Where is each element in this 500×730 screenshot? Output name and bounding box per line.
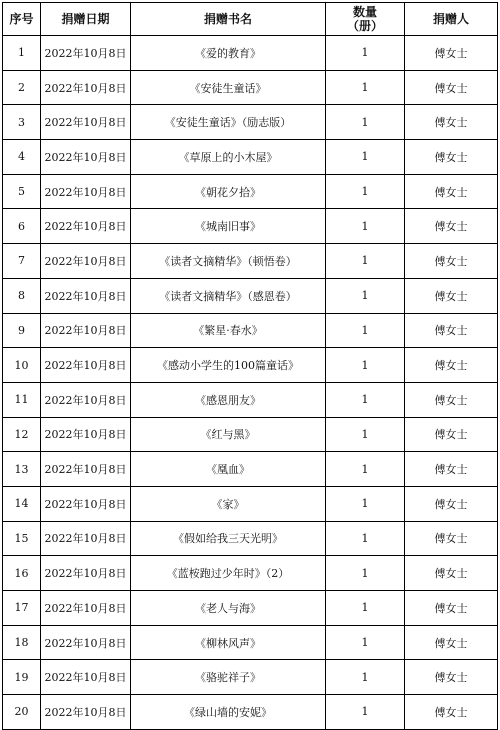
cell-quantity: 1: [326, 695, 405, 730]
table-row: [3, 452, 498, 487]
cell-donor: 傅女士: [405, 313, 498, 348]
header-quantity-label: 数量: [352, 5, 377, 19]
cell-index: 1: [3, 36, 41, 71]
table-row: [3, 382, 498, 417]
cell-date: 2022年10月8日: [41, 313, 131, 348]
cell-date: 2022年10月8日: [41, 70, 131, 105]
cell-index: 11: [3, 382, 41, 417]
cell-donor: 傅女士: [405, 660, 498, 695]
cell-title: 《骆驼祥子》: [131, 660, 326, 695]
cell-quantity: 1: [326, 486, 405, 521]
cell-quantity: 1: [326, 417, 405, 452]
cell-date: 2022年10月8日: [41, 556, 131, 591]
cell-quantity: 1: [326, 625, 405, 660]
cell-donor: 傅女士: [405, 591, 498, 626]
table-row: [3, 140, 498, 175]
cell-donor: 傅女士: [405, 105, 498, 140]
cell-date: 2022年10月8日: [41, 382, 131, 417]
cell-title: 《繁星·春水》: [131, 313, 326, 348]
cell-donor: 傅女士: [405, 348, 498, 383]
cell-quantity: 1: [326, 591, 405, 626]
cell-index: 12: [3, 417, 41, 452]
cell-title: 《感恩朋友》: [131, 382, 326, 417]
table-row: [3, 695, 498, 730]
table-row: [3, 105, 498, 140]
cell-quantity: 1: [326, 382, 405, 417]
cell-index: 19: [3, 660, 41, 695]
table-body: [3, 36, 498, 730]
cell-title: 《爱的教育》: [131, 36, 326, 71]
cell-index: 10: [3, 348, 41, 383]
table-row: [3, 313, 498, 348]
table-row: [3, 486, 498, 521]
cell-donor: 傅女士: [405, 278, 498, 313]
cell-index: 18: [3, 625, 41, 660]
header-quantity: [326, 3, 405, 36]
cell-date: 2022年10月8日: [41, 105, 131, 140]
cell-title: 《假如给我三天光明》: [131, 521, 326, 556]
header-row: [3, 3, 498, 36]
cell-quantity: 1: [326, 556, 405, 591]
cell-title: 《红与黑》: [131, 417, 326, 452]
cell-quantity: 1: [326, 70, 405, 105]
cell-date: 2022年10月8日: [41, 244, 131, 279]
cell-quantity: 1: [326, 313, 405, 348]
cell-date: 2022年10月8日: [41, 278, 131, 313]
cell-date: 2022年10月8日: [41, 417, 131, 452]
table-row: [3, 70, 498, 105]
cell-title: 《绿山墙的安妮》: [131, 695, 326, 730]
cell-title: 《朝花夕拾》: [131, 174, 326, 209]
cell-title: 《安徒生童话》: [131, 70, 326, 105]
cell-donor: 傅女士: [405, 695, 498, 730]
cell-title: 《感动小学生的100篇童话》: [131, 348, 326, 383]
cell-index: 6: [3, 209, 41, 244]
cell-date: 2022年10月8日: [41, 625, 131, 660]
cell-title: 《读者文摘精华》（顿悟卷）: [131, 244, 326, 279]
table-row: [3, 591, 498, 626]
cell-index: 13: [3, 452, 41, 487]
cell-donor: 傅女士: [405, 174, 498, 209]
cell-index: 16: [3, 556, 41, 591]
cell-date: 2022年10月8日: [41, 452, 131, 487]
cell-title: 《安徒生童话》（励志版）: [131, 105, 326, 140]
cell-date: 2022年10月8日: [41, 695, 131, 730]
cell-donor: 傅女士: [405, 70, 498, 105]
cell-quantity: 1: [326, 244, 405, 279]
cell-donor: 傅女士: [405, 556, 498, 591]
cell-donor: 傅女士: [405, 521, 498, 556]
cell-index: 7: [3, 244, 41, 279]
cell-date: 2022年10月8日: [41, 348, 131, 383]
cell-date: 2022年10月8日: [41, 174, 131, 209]
cell-title: 《老人与海》: [131, 591, 326, 626]
cell-donor: 傅女士: [405, 209, 498, 244]
cell-date: 2022年10月8日: [41, 209, 131, 244]
cell-index: 8: [3, 278, 41, 313]
table-row: [3, 417, 498, 452]
header-quantity-unit: （册）: [346, 19, 383, 33]
cell-index: 9: [3, 313, 41, 348]
cell-donor: 傅女士: [405, 244, 498, 279]
header-donor: 捐赠人: [405, 3, 498, 36]
table-row: [3, 174, 498, 209]
table-row: [3, 209, 498, 244]
donation-table: [2, 2, 498, 730]
cell-quantity: 1: [326, 278, 405, 313]
table-row: [3, 556, 498, 591]
cell-title: 《家》: [131, 486, 326, 521]
cell-quantity: 1: [326, 105, 405, 140]
cell-quantity: 1: [326, 660, 405, 695]
cell-donor: 傅女士: [405, 382, 498, 417]
cell-donor: 傅女士: [405, 36, 498, 71]
cell-index: 2: [3, 70, 41, 105]
table-row: [3, 660, 498, 695]
cell-donor: 傅女士: [405, 625, 498, 660]
cell-quantity: 1: [326, 521, 405, 556]
table-row: [3, 278, 498, 313]
cell-title: 《柳林风声》: [131, 625, 326, 660]
cell-quantity: 1: [326, 36, 405, 71]
cell-quantity: 1: [326, 452, 405, 487]
cell-index: 4: [3, 140, 41, 175]
cell-date: 2022年10月8日: [41, 140, 131, 175]
table-row: [3, 348, 498, 383]
table-row: [3, 244, 498, 279]
table-row: [3, 521, 498, 556]
cell-index: 3: [3, 105, 41, 140]
cell-quantity: 1: [326, 348, 405, 383]
cell-date: 2022年10月8日: [41, 591, 131, 626]
cell-index: 14: [3, 486, 41, 521]
cell-date: 2022年10月8日: [41, 521, 131, 556]
cell-date: 2022年10月8日: [41, 486, 131, 521]
table-row: [3, 36, 498, 71]
cell-quantity: 1: [326, 174, 405, 209]
header-title: 捐赠书名: [131, 3, 326, 36]
cell-title: 《城南旧事》: [131, 209, 326, 244]
table-row: [3, 625, 498, 660]
cell-title: 《凰血》: [131, 452, 326, 487]
cell-donor: 傅女士: [405, 486, 498, 521]
cell-index: 20: [3, 695, 41, 730]
cell-title: 《读者文摘精华》（感恩卷）: [131, 278, 326, 313]
cell-title: 《蓝桉跑过少年时》（2）: [131, 556, 326, 591]
cell-title: 《草原上的小木屋》: [131, 140, 326, 175]
cell-donor: 傅女士: [405, 452, 498, 487]
cell-index: 17: [3, 591, 41, 626]
cell-index: 15: [3, 521, 41, 556]
cell-quantity: 1: [326, 140, 405, 175]
cell-date: 2022年10月8日: [41, 660, 131, 695]
cell-donor: 傅女士: [405, 417, 498, 452]
header-date: 捐赠日期: [41, 3, 131, 36]
cell-donor: 傅女士: [405, 140, 498, 175]
cell-index: 5: [3, 174, 41, 209]
cell-quantity: 1: [326, 209, 405, 244]
cell-date: 2022年10月8日: [41, 36, 131, 71]
header-index: 序号: [3, 3, 41, 36]
